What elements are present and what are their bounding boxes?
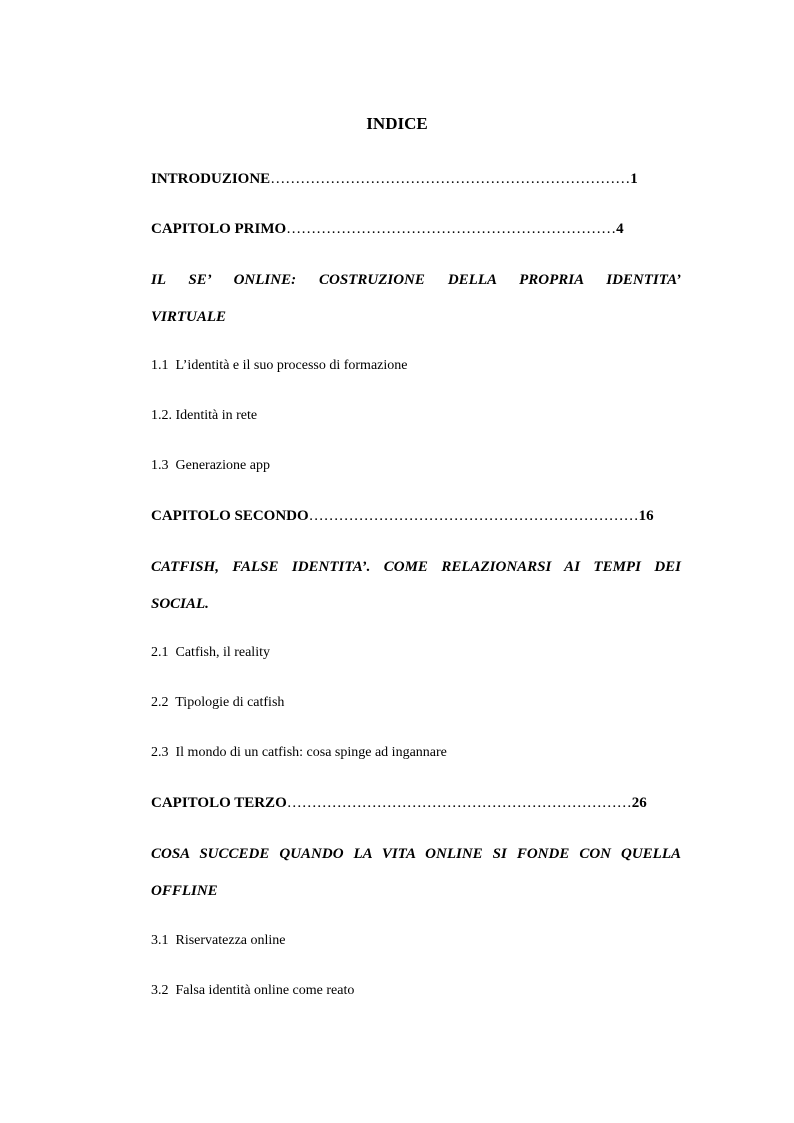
page-number: 16 bbox=[638, 508, 654, 524]
toc-entry-chapter-2[interactable] bbox=[151, 508, 654, 525]
chapter-2-title: CATFISH, FALSE IDENTITA’. COME RELAZIONARSI AI TEMPI DEI SOCIAL. bbox=[151, 559, 681, 612]
page-number: 1 bbox=[630, 171, 638, 187]
toc-section-1-3[interactable]: 1.3 Generazione app bbox=[151, 458, 270, 473]
leader-dots: ……………………………………………………………… bbox=[270, 171, 631, 187]
toc-heading: INDICE bbox=[366, 114, 428, 133]
toc-section-3-2[interactable]: 3.2 Falsa identità online come reato bbox=[151, 983, 355, 998]
chapter-1-title: IL SE’ ONLINE: COSTRUZIONE DELLA PROPRIA IDENTITA’ VIRTUALE bbox=[151, 272, 681, 325]
toc-entry-chapter-3[interactable] bbox=[151, 795, 647, 812]
page-number: 26 bbox=[631, 795, 647, 811]
toc-section-2-2[interactable]: 2.2 Tipologie di catfish bbox=[151, 695, 285, 710]
entry-label: INTRODUZIONE bbox=[151, 171, 271, 187]
toc-section-2-1[interactable]: 2.1 Catfish, il reality bbox=[151, 645, 270, 660]
entry-label: CAPITOLO TERZO bbox=[151, 795, 287, 811]
leader-dots: …………………………………………………………… bbox=[286, 795, 632, 811]
toc-entry-chapter-1[interactable] bbox=[151, 221, 624, 238]
toc-section-2-3[interactable]: 2.3 Il mondo di un catfish: cosa spinge ad ingannare bbox=[151, 745, 447, 760]
leader-dots: ………………………………………………………… bbox=[308, 508, 639, 524]
toc-section-1-1[interactable]: 1.1 L’identità e il suo processo di formazione bbox=[151, 358, 408, 373]
chapter-3-title: COSA SUCCEDE QUANDO LA VITA ONLINE SI FONDE CON QUELLA OFFLINE bbox=[151, 846, 681, 899]
toc-section-1-2[interactable]: 1.2. Identità in rete bbox=[151, 408, 258, 423]
entry-label: CAPITOLO SECONDO bbox=[151, 508, 309, 524]
leader-dots: ………………………………………………………… bbox=[286, 221, 617, 237]
toc-section-3-1[interactable]: 3.1 Riservatezza online bbox=[151, 933, 286, 948]
toc-entry-introduction[interactable] bbox=[151, 171, 638, 188]
page-number: 4 bbox=[616, 221, 624, 237]
entry-label: CAPITOLO PRIMO bbox=[151, 221, 287, 237]
